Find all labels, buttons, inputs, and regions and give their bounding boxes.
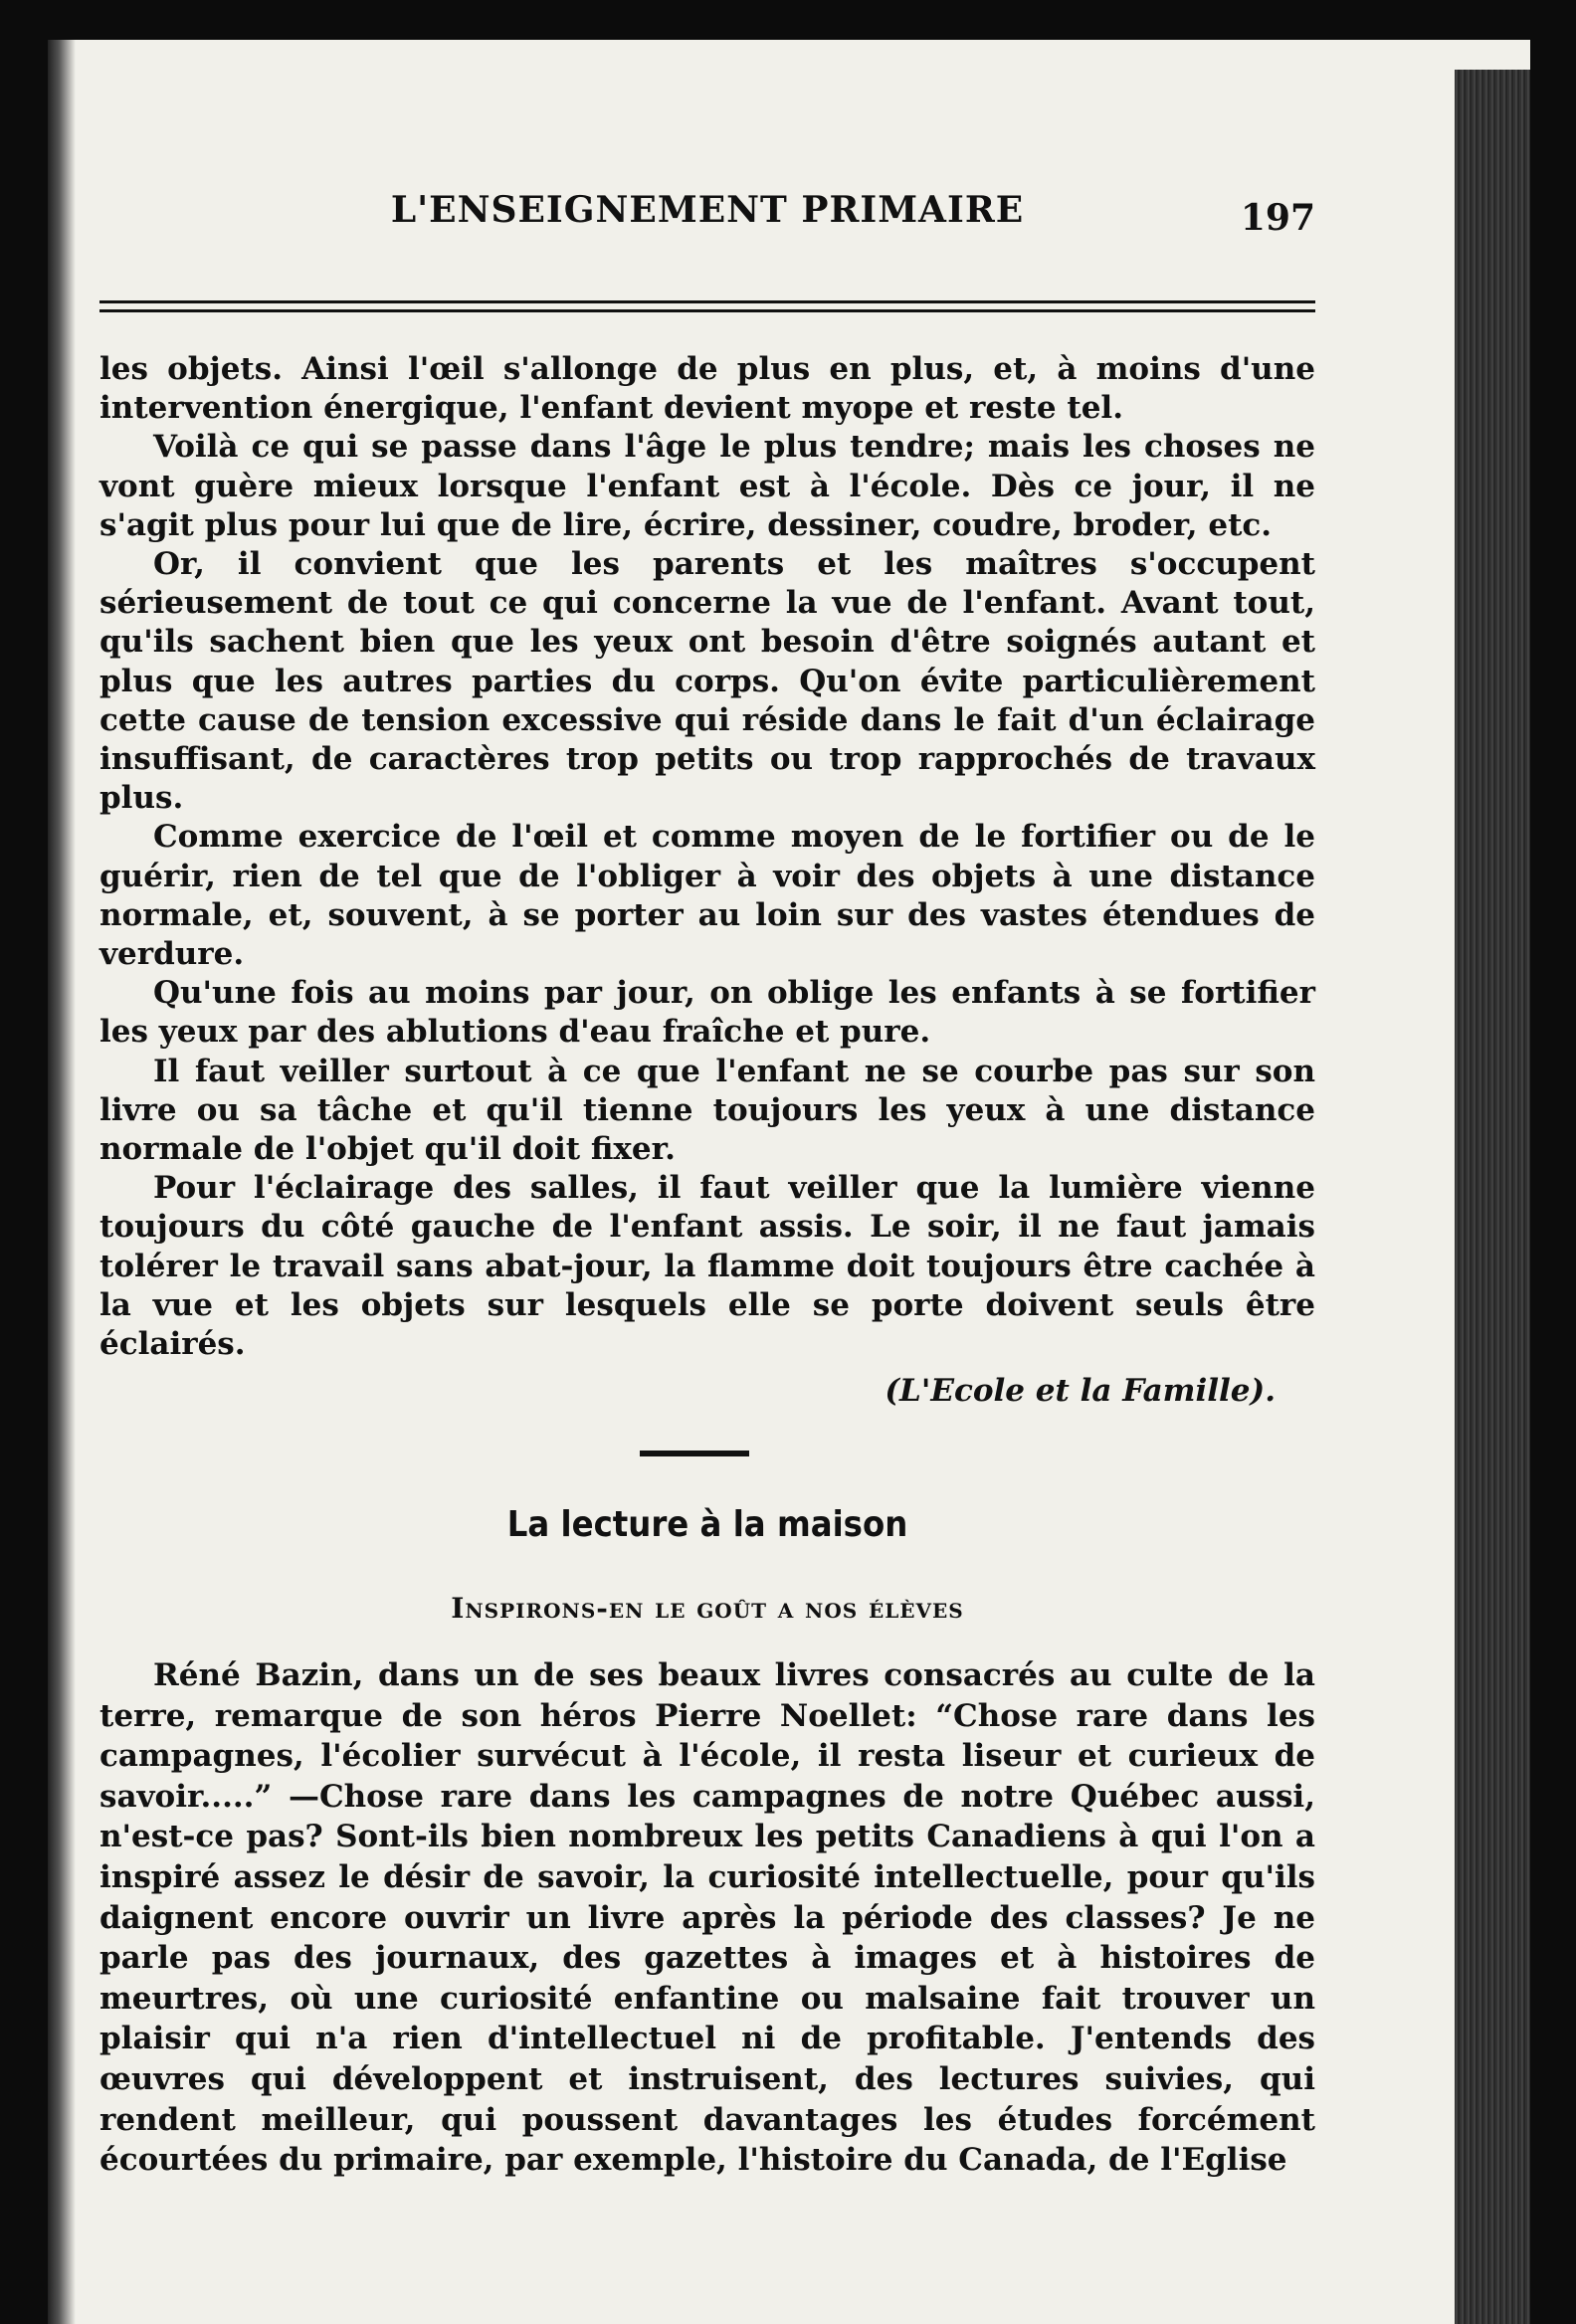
article-eyesight [99,350,1315,1411]
paragraph: Or, il convient que les parents et les maîtres s'occupent sérieusement de tout ce qui concerne la vue de l'enfant. Avant tout, qu'ils sachent bien que les yeux ont besoin d'être soignés autant et plus que les autres parties du corps. Qu'on évite particulièrement cette cause de tension excessive qui réside dans le fait d'un éclairage insuffisant, de caractères trop petits ou trop rapprochés de travaux plus. [99,546,1315,817]
paragraph: Réné Bazin, dans un de ses beaux livres consacrés au culte de la terre, remarque de son héros Pierre Noellet: “Chose rare dans les campagnes, l'écolier survécut à l'école, il resta liseur et curieux de savoir.....” —Chose rare dans les campagnes de notre Québec aussi, n'est-ce pas? Sont-ils bien nombreux les petits Canadiens à qui l'on a inspiré assez le désir de savoir, la curiosité intellectuelle, pour qu'ils daignent encore ouvrir un livre après la période des classes? Je ne parle pas des journaux, des gazettes à images et à histoires de meurtres, où une curiosité enfantine ou malsaine fait trouver un plaisir qui n'a rien d'intellectuel ni de profitable. J'entends des œuvres qui développent et instruisent, des lectures suivies, qui rendent meilleur, qui poussent davantages les études forcément écourtées du primaire, par exemple, l'histoire du Canada, de l'Eglise [99,1657,1315,2179]
paragraph: Il faut veiller surtout à ce que l'enfant ne se courbe pas sur son livre ou sa tâche et qu'il tienne toujours les yeux à une distance normale de l'objet qu'il doit fixer. [99,1053,1315,1168]
paragraph: Pour l'éclairage des salles, il faut veiller que la lumière vienne toujours du côté gauche de l'enfant assis. Le soir, il ne faut jamais tolérer le travail sans abat-jour, la flamme doit toujours être cachée à la vue et les objets sur lesquels elle se porte doivent seuls être éclairés. [99,1170,1315,1363]
paragraph: Comme exercice de l'œil et comme moyen de le fortifier ou de le guérir, rien de tel que de l'obliger à voir des objets à une distance normale, et, souvent, à se porter au loin sur des vastes étendues de verdure. [99,819,1315,973]
scanned-page [48,40,1530,2324]
section-divider [640,1451,749,1456]
binding-shadow [48,40,76,2324]
header-rule [99,300,1315,312]
page-header [99,189,1315,249]
article-reading [99,1655,1315,2181]
running-title: L'ENSEIGNEMENT PRIMAIRE [390,189,1025,231]
section-title: La lecture à la maison [506,1504,908,1545]
paragraph: les objets. Ainsi l'œil s'allonge de plus en plus, et, à moins d'une intervention énergique, l'enfant devient myope et reste tel. [99,351,1315,427]
paragraph: Qu'une fois au moins par jour, on oblige les enfants à se fortifier les yeux par des ablutions d'eau fraîche et pure. [99,975,1315,1051]
section-subtitle: Inspirons-en le goût a nos élèves [451,1592,964,1625]
page-number: 197 [1240,197,1315,239]
paragraph: Voilà ce qui se passe dans l'âge le plus tendre; mais les choses ne vont guère mieux lorsque l'enfant est à l'école. Dès ce jour, il ne s'agit plus pour lui que de lire, écrire, dessiner, coudre, broder, etc. [99,429,1315,543]
page-edge-stack [1455,70,1530,2324]
source-citation: (L'Ecole et la Famille). [885,1373,1276,1410]
